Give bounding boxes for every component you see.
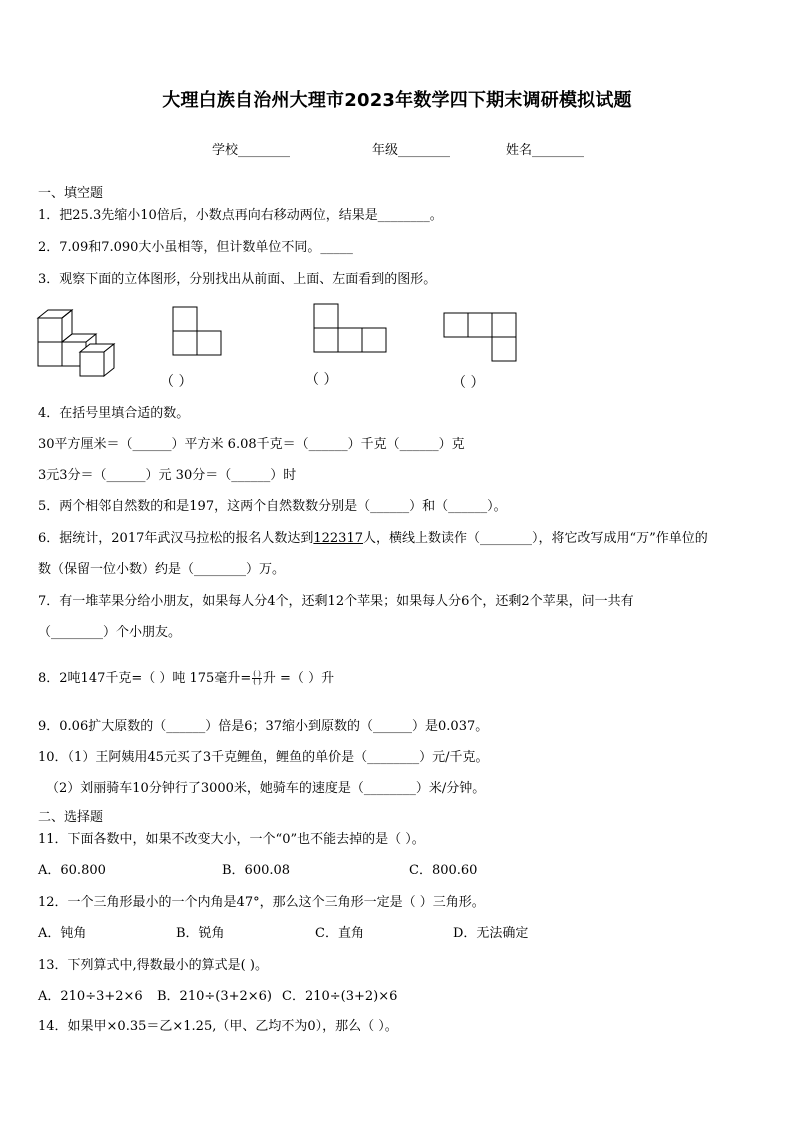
view-figure-1 xyxy=(172,306,224,358)
school-field: 学校________ xyxy=(212,143,291,158)
cube-solid-figure xyxy=(36,306,126,378)
question-7-line-2: （________）个小朋友。 xyxy=(38,625,182,640)
question-7: 7．有一堆苹果分给小朋友，如果每人分4个，还剩12个苹果；如果每人分6个，还剩2个苹果，问一共有 xyxy=(38,594,634,609)
question-4-line-2: 3元3分＝（______）元 30分＝（______）时 xyxy=(38,468,297,483)
question-1: 1．把25.3先缩小10倍后，小数点再向右移动两位，结果是________。 xyxy=(38,208,443,223)
q13-option-c: C．210÷(3+2)×6 xyxy=(282,989,398,1004)
question-10-part-2: （2）刘丽骑车10分钟行了3000米，她骑车的速度是（________）米/分钟。 xyxy=(46,781,486,796)
q13-option-b: B．210÷(3+2×6) xyxy=(157,989,273,1004)
question-6-line-2: 数（保留一位小数）约是（________）万。 xyxy=(38,562,286,577)
question-6-text-b: 人，横线上数读作（________），将它改写成用“万”作单位的 xyxy=(363,531,708,546)
q13-option-a: A．210÷3+2×6 xyxy=(38,989,143,1004)
q12-option-c: C．直角 xyxy=(315,926,364,941)
grade-field: 年级________ xyxy=(372,143,451,158)
view-figure-2 xyxy=(313,303,389,355)
question-5: 5．两个相邻自然数的和是197，这两个自然数数分别是（______）和（______）。 xyxy=(38,499,507,514)
q11-option-c: C．800.60 xyxy=(409,863,478,878)
q12-option-d: D．无法确定 xyxy=(453,926,529,941)
fraction-numerator: ( ) xyxy=(253,670,261,678)
question-8-text-a: 8．2吨147千克=（ ）吨 175毫升= xyxy=(38,671,252,686)
question-2: 2．7.09和7.090大小虽相等，但计数单位不同。_____ xyxy=(38,240,353,255)
q11-option-a: A．60.800 xyxy=(38,863,106,878)
name-field: 姓名________ xyxy=(506,143,585,158)
question-6 xyxy=(38,531,708,547)
q12-option-b: B．锐角 xyxy=(176,926,225,941)
fraction-denominator: ( ) xyxy=(253,678,261,686)
question-4: 4．在括号里填合适的数。 xyxy=(38,406,190,421)
question-3: 3．观察下面的立体图形，分别找出从前面、上面、左面看到的图形。 xyxy=(38,272,437,287)
question-12: 12．一个三角形最小的一个内角是47°，那么这个三角形一定是（ ）三角形。 xyxy=(38,895,485,910)
section-fill-heading: 一、填空题 xyxy=(38,186,104,201)
question-14: 14．如果甲×0.35＝乙×1.25,（甲、乙均不为0），那么（ ）。 xyxy=(38,1019,398,1034)
page-title: 大理白族自治州大理市2023年数学四下期末调研模拟试题 xyxy=(162,90,632,111)
question-8-text-b: 升 =（ ）升 xyxy=(262,671,335,686)
question-4-line-1: 30平方厘米＝（______）平方米 6.08千克＝（______）千克（______）克 xyxy=(38,437,465,452)
question-10-part-1: 10．（1）王阿姨用45元买了3千克鲤鱼，鲤鱼的单价是（________）元/千克。 xyxy=(38,750,489,765)
question-6-text-a: 6．据统计，2017年武汉马拉松的报名人数达到 xyxy=(38,531,314,546)
question-13: 13．下列算式中,得数最小的算式是( )。 xyxy=(38,958,268,973)
question-11: 11．下面各数中，如果不改变大小，一个“0”也不能去掉的是（ ）。 xyxy=(38,832,425,847)
q11-option-b: B．600.08 xyxy=(222,863,291,878)
answer-paren-3: （ ） xyxy=(452,375,485,391)
question-8 xyxy=(38,671,334,687)
view-figure-3 xyxy=(443,312,519,364)
section-choice-heading: 二、选择题 xyxy=(38,810,104,825)
answer-paren-1: （ ） xyxy=(160,374,193,390)
underlined-number: 122317 xyxy=(313,531,363,546)
q12-option-a: A．钝角 xyxy=(38,926,87,941)
fraction-blank xyxy=(252,671,262,686)
answer-paren-2: （ ） xyxy=(305,372,338,388)
question-9: 9．0.06扩大原数的（______）倍是6；37缩小到原数的（______）是0.037。 xyxy=(38,719,489,734)
